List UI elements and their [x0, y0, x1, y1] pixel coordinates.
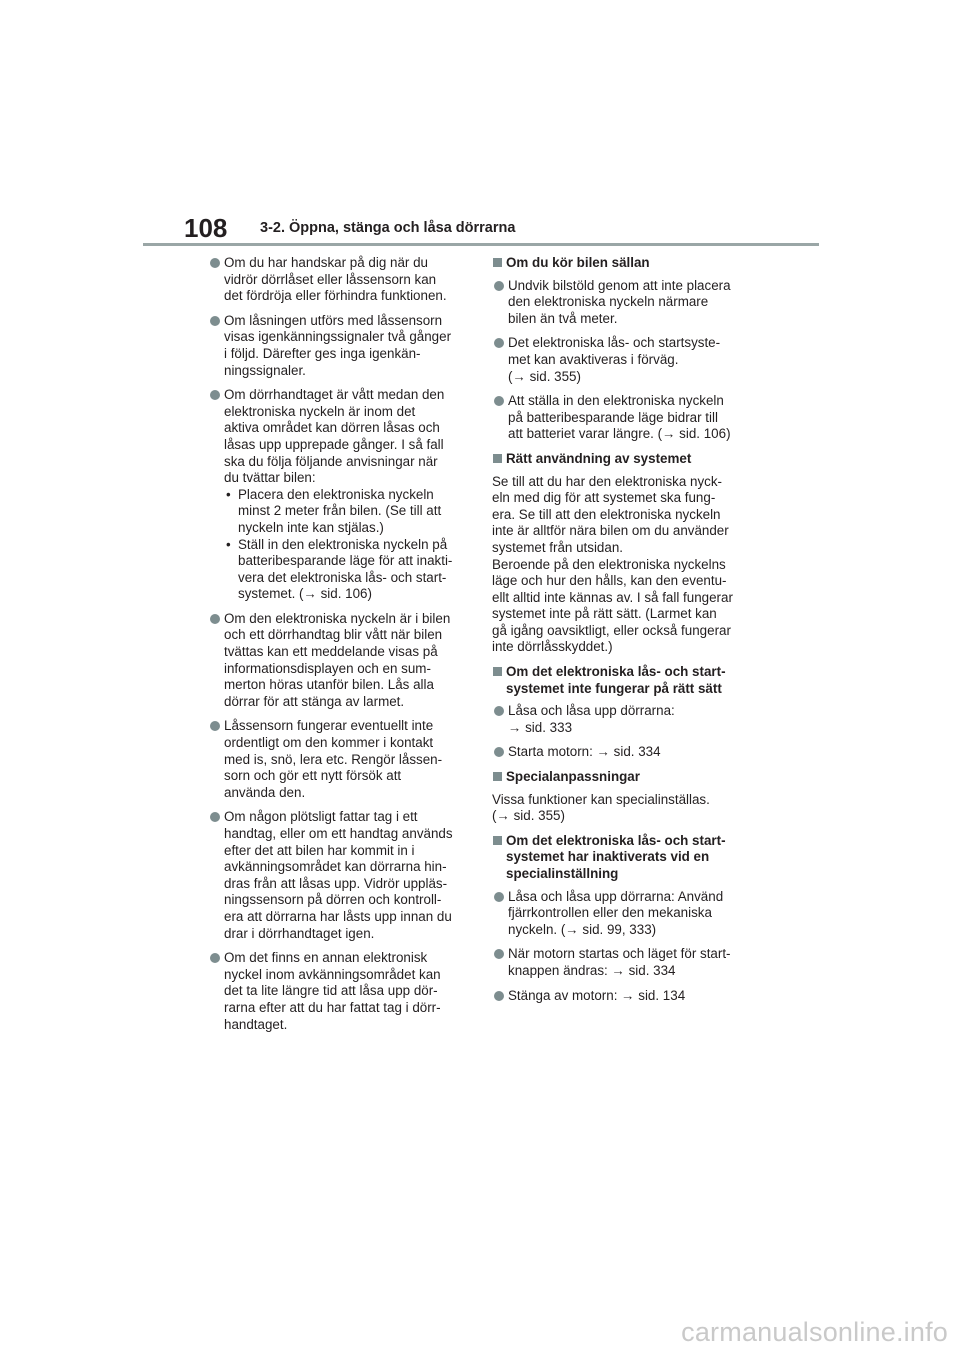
square-bullet-icon: [493, 258, 502, 267]
bullet-dot-icon: [494, 949, 504, 959]
bullet-item: [492, 703, 750, 736]
bullet-dot-icon: [494, 706, 504, 716]
text-line: Låsa och låsa upp dörrarna: Använd: [508, 888, 724, 904]
bullet-item: [208, 255, 466, 305]
bullet-dot-icon: [494, 892, 504, 902]
list-bullet-mark: •: [226, 536, 231, 552]
text-line: nyckel inom avkänningsområdet kan: [224, 966, 441, 982]
text-line: och ett dörrhandtag blir vått när bilen: [224, 627, 443, 643]
bullet-dot-icon: [210, 614, 220, 624]
text-line: Se till att du har den elektroniska nyck-: [492, 473, 722, 489]
bullet-item: [492, 393, 750, 443]
text-line: ordentligt om den kommer i kontakt: [224, 735, 434, 751]
bullet-text: [508, 335, 750, 385]
page-footer: [0, 1300, 960, 1358]
text-line: Beroende på den elektroniska nyckelns: [492, 556, 726, 572]
text-line: informationsdisplayen och en sum-: [224, 660, 431, 676]
text-line: Om det elektroniska lås- och start-: [506, 832, 726, 848]
bullet-dot-icon: [494, 281, 504, 291]
bullet-text: [508, 946, 750, 979]
text-line: att batteriet varar längre. (→ sid. 106): [508, 426, 731, 442]
bullet-item: [208, 950, 466, 1033]
right-column: [492, 255, 750, 1012]
square-bullet-icon: [493, 667, 502, 676]
text-line: batteribesparande läge för att inakti-: [238, 553, 453, 569]
text-line: rarna efter att du har fattat tag i dörr-: [224, 999, 441, 1015]
bullet-dot-icon: [494, 747, 504, 757]
sub-list-item: [224, 537, 466, 603]
text-line: systemet inte på rätt sätt. (Larmet kan: [492, 606, 717, 622]
bullet-dot-icon: [494, 338, 504, 348]
heading-text: [506, 769, 750, 786]
text-line: Specialanpassningar: [506, 769, 640, 785]
text-line: med is, snö, lera etc. Rengör låssen-: [224, 751, 443, 767]
text-line: systemet. (→ sid. 106): [238, 586, 372, 602]
bullet-text: [508, 988, 750, 1005]
text-line: låsas upp upprepade gånger. I så fall: [224, 436, 444, 452]
text-line: efter det att bilen har kommit in i: [224, 842, 415, 858]
bullet-item: [492, 278, 750, 328]
text-line: nyckeln inte kan stjälas.): [238, 519, 384, 535]
text-line: När motorn startas och läget för start-: [508, 946, 731, 962]
bullet-dot-icon: [210, 390, 220, 400]
section-heading: [492, 664, 750, 697]
text-line: Att ställa in den elektroniska nyckeln: [508, 393, 724, 409]
text-line: den elektroniska nyckeln närmare: [508, 294, 709, 310]
text-line: Om låsningen utförs med låssensorn: [224, 312, 443, 328]
header-divider: [143, 243, 819, 246]
text-line: (→ sid. 355): [508, 368, 581, 384]
bullet-text: [224, 950, 466, 1033]
text-line: fjärrkontrollen eller den mekaniska: [508, 905, 712, 921]
text-line: specialinställning: [506, 866, 619, 881]
bullet-text: [224, 809, 466, 942]
text-line: eln med dig för att systemet ska fung-: [492, 490, 716, 506]
bullet-item: [492, 988, 750, 1005]
text-line: inte dörrlåsskyddet.): [492, 639, 613, 655]
text-line: använda den.: [224, 784, 306, 800]
text-line: Starta motorn: → sid. 334: [508, 744, 661, 760]
section-heading: [492, 451, 750, 468]
heading-text: [506, 833, 750, 883]
text-line: systemet från utsidan.: [492, 539, 623, 555]
bullet-dot-icon: [494, 396, 504, 406]
bullet-text: [224, 387, 466, 603]
text-line: läge och hur den hålls, kan den eventu-: [492, 573, 727, 589]
text-line: Undvik bilstöld genom att inte placera: [508, 277, 731, 293]
text-line: Om den elektroniska nyckeln är i bilen: [224, 610, 451, 626]
square-bullet-icon: [493, 772, 502, 781]
bullet-dot-icon: [210, 258, 220, 268]
heading-text: [506, 664, 750, 697]
text-line: Om dörrhandtaget är vått medan den: [224, 387, 445, 403]
text-line: dras från att låsas upp. Vidrör uppläs-: [224, 875, 448, 891]
text-line: minst 2 meter från bilen. (Se till att: [238, 503, 442, 519]
text-line: visas igenkänningssignaler två gånger: [224, 329, 452, 345]
heading-text: [506, 451, 750, 468]
bullet-item: [208, 387, 466, 603]
text-line: i följd. Därefter ges inga igenkän-: [224, 345, 421, 361]
text-line: met kan avaktiveras i förväg.: [508, 351, 679, 367]
text-line: Ställ in den elektroniska nyckeln på: [238, 536, 448, 552]
page-number: 108: [184, 213, 228, 243]
text-line: (→ sid. 355): [492, 808, 565, 824]
sub-list: [224, 487, 466, 603]
bullet-item: [208, 809, 466, 942]
section-heading: [492, 769, 750, 786]
text-line: Placera den elektroniska nyckeln: [238, 486, 434, 502]
text-line: handtag, eller om ett handtag används: [224, 826, 453, 841]
bullet-text: [224, 611, 466, 711]
text-line: Låssensorn fungerar eventuellt inte: [224, 718, 434, 734]
bullet-text: [508, 393, 750, 443]
text-line: elektroniska nyckeln är inom det: [224, 403, 416, 419]
sub-list-item: [224, 487, 466, 537]
text-line: Låsa och låsa upp dörrarna:: [508, 703, 675, 719]
text-line: systemet inte fungerar på rätt sätt: [506, 680, 722, 696]
text-line: avkänningsområdet kan dörrarna hin-: [224, 859, 447, 875]
text-line: ningssignaler.: [224, 362, 306, 378]
text-line: Det elektroniska lås- och startsyste-: [508, 335, 721, 351]
text-line: knappen ändras: → sid. 334: [508, 962, 676, 978]
text-line: gå igång oavsiktligt, eller också fungerar: [492, 622, 731, 638]
text-line: det fördröja eller förhindra funktionen.: [224, 288, 447, 304]
bullet-dot-icon: [210, 721, 220, 731]
bullet-item: [492, 946, 750, 979]
text-line: Om du kör bilen sällan: [506, 255, 650, 270]
bullet-dot-icon: [210, 812, 220, 822]
square-bullet-icon: [493, 454, 502, 463]
section-title: 3-2. Öppna, stänga och låsa dörrarna: [260, 220, 516, 236]
text-line: inte är alltför nära bilen om du använder: [492, 523, 729, 539]
heading-text: [506, 255, 750, 272]
bullet-item: [208, 313, 466, 379]
bullet-dot-icon: [210, 953, 220, 963]
text-line: handtaget.: [224, 1016, 288, 1032]
text-line: aktiva området kan dörren låsas och: [224, 420, 440, 436]
text-line: Om du har handskar på dig när du: [224, 255, 428, 270]
text-line: bilen än två meter.: [508, 310, 618, 326]
text-line: era att dörrarna har låsts upp innan du: [224, 908, 452, 924]
text-line: drar i dörrhandtaget igen.: [224, 925, 375, 941]
bullet-text: [224, 718, 466, 801]
text-line: Rätt användning av systemet: [506, 450, 692, 466]
text-line: det ta lite längre tid att låsa upp dör-: [224, 983, 438, 999]
section-heading: [492, 833, 750, 883]
bullet-item: [492, 335, 750, 385]
text-line: systemet har inaktiverats vid en: [506, 849, 710, 865]
bullet-item: [492, 889, 750, 939]
bullet-text: [508, 889, 750, 939]
text-line: vidrör dörrlåset eller låssensorn kan: [224, 271, 437, 287]
section-heading: [492, 255, 750, 272]
text-line: Stänga av motorn: → sid. 134: [508, 987, 686, 1003]
bullet-item: [208, 611, 466, 711]
bullet-text: [224, 255, 466, 305]
text-line: du tvättar bilen:: [224, 470, 316, 486]
left-column: [208, 255, 466, 1041]
bullet-dot-icon: [494, 991, 504, 1001]
page-header: [0, 0, 960, 250]
text-line: sorn och gör ett nytt försök att: [224, 768, 402, 784]
text-line: era. Se till att den elektroniska nyckeln: [492, 506, 721, 522]
text-line: på batteribesparande läge bidrar till: [508, 409, 718, 425]
square-bullet-icon: [493, 836, 502, 845]
watermark: carmanualsonline.info: [681, 1317, 948, 1347]
text-line: tvättas kan ett meddelande visas på: [224, 644, 438, 660]
body-paragraph: [492, 792, 750, 825]
text-line: Om det elektroniska lås- och start-: [506, 664, 726, 680]
bullet-dot-icon: [210, 316, 220, 326]
text-line: dörrar för att stänga av larmet.: [224, 693, 405, 709]
bullet-text: [508, 703, 750, 736]
body-paragraph: [492, 474, 750, 657]
text-line: nyckeln. (→ sid. 99, 333): [508, 921, 657, 937]
text-line: vera det elektroniska lås- och start-: [238, 569, 447, 585]
list-bullet-mark: •: [226, 486, 231, 502]
text-line: merton höras utanför bilen. Lås alla: [224, 677, 434, 693]
bullet-item: [208, 718, 466, 801]
bullet-text: [508, 744, 750, 761]
text-line: Vissa funktioner kan specialinställas.: [492, 791, 710, 807]
text-line: ska du följa följande anvisningar när: [224, 453, 438, 469]
bullet-text: [508, 278, 750, 328]
text-line: Om någon plötsligt fattar tag i ett: [224, 809, 418, 825]
text-line: ellt alltid inte kännas av. I så fall fungerar: [492, 589, 733, 605]
bullet-item: [492, 744, 750, 761]
text-line: → sid. 333: [508, 719, 573, 735]
text-line: ningssensorn på dörren och kontroll-: [224, 892, 442, 908]
text-line: Om det finns en annan elektronisk: [224, 950, 428, 966]
bullet-text: [224, 313, 466, 379]
